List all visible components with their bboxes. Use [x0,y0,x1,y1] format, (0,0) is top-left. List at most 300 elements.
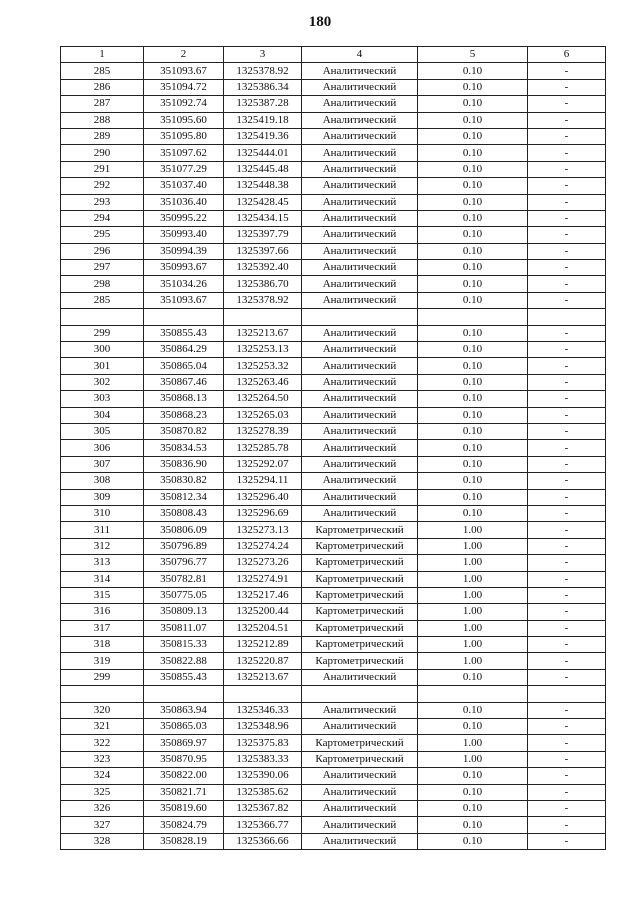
table-cell: 301 [61,358,144,374]
table-cell: Аналитический [302,473,418,489]
table-cell: 1325386.34 [224,79,302,95]
table-cell: Аналитический [302,489,418,505]
table-cell: 1325253.32 [224,358,302,374]
table-cell [144,686,224,702]
table-row [61,128,606,144]
column-header: 1 [61,47,144,63]
table-cell: 0.10 [418,473,528,489]
table-cell: - [528,669,606,685]
table-cell: 317 [61,620,144,636]
table-cell: 0.10 [418,178,528,194]
table-cell: 1.00 [418,538,528,554]
table-cell: 1325253.13 [224,342,302,358]
table-row [61,719,606,735]
table-cell: 351092.74 [144,96,224,112]
table-cell: 0.10 [418,440,528,456]
table-cell: 1325419.36 [224,128,302,144]
table-row [61,407,606,423]
table-cell: 1325273.13 [224,522,302,538]
table-cell: - [528,735,606,751]
table-cell: 350775.05 [144,587,224,603]
table-cell: 0.10 [418,227,528,243]
table-cell: 287 [61,96,144,112]
table-cell: Аналитический [302,391,418,407]
table-cell: 0.10 [418,407,528,423]
table-cell: 298 [61,276,144,292]
table-row [61,489,606,505]
table-cell: - [528,784,606,800]
table-cell: 0.10 [418,96,528,112]
table-cell: 285 [61,292,144,308]
table-row [61,817,606,833]
table-cell: 299 [61,669,144,685]
table-row [61,440,606,456]
table-cell: 0.10 [418,456,528,472]
table-cell: 1.00 [418,751,528,767]
table-cell: Картометрический [302,620,418,636]
table-cell: 1325296.69 [224,505,302,521]
table-cell: 1.00 [418,653,528,669]
table-cell: 351034.26 [144,276,224,292]
table-cell: 1325448.38 [224,178,302,194]
table-cell: - [528,751,606,767]
table-cell: 0.10 [418,358,528,374]
table-cell: Картометрический [302,751,418,767]
table-cell: - [528,96,606,112]
table-row [61,325,606,341]
table-cell [61,686,144,702]
table-row [61,194,606,210]
table-cell: Аналитический [302,128,418,144]
table-cell: 300 [61,342,144,358]
table-cell: 311 [61,522,144,538]
table-cell: - [528,456,606,472]
table-cell: - [528,260,606,276]
table-cell: - [528,276,606,292]
table-row [61,538,606,554]
table-cell: Аналитический [302,833,418,849]
table-row [61,161,606,177]
table-cell: 350993.67 [144,260,224,276]
table-cell: 320 [61,702,144,718]
table-cell: Картометрический [302,653,418,669]
table-cell: 1325397.79 [224,227,302,243]
table-cell: 1.00 [418,620,528,636]
table-row [61,751,606,767]
table-cell: - [528,358,606,374]
table-cell: 350868.23 [144,407,224,423]
table-cell: Аналитический [302,276,418,292]
table-cell: Аналитический [302,423,418,439]
table-cell: 0.10 [418,702,528,718]
table-cell: 0.10 [418,112,528,128]
table-cell: 302 [61,374,144,390]
table-cell: 291 [61,161,144,177]
table-cell: 295 [61,227,144,243]
table-cell: 319 [61,653,144,669]
table-cell: 350870.95 [144,751,224,767]
table-cell: 1.00 [418,604,528,620]
table-cell: 318 [61,637,144,653]
table-cell: 350867.46 [144,374,224,390]
table-cell: 351095.80 [144,128,224,144]
table-cell: 322 [61,735,144,751]
table-cell: 351037.40 [144,178,224,194]
table-row [61,178,606,194]
table-cell: 1325445.48 [224,161,302,177]
table-cell: - [528,768,606,784]
table-cell [61,309,144,325]
table-cell: Аналитический [302,243,418,259]
table-cell: 350864.29 [144,342,224,358]
table-cell: Аналитический [302,227,418,243]
table-cell: - [528,604,606,620]
table-cell: 0.10 [418,128,528,144]
table-cell: 351095.60 [144,112,224,128]
table-cell: 1325346.33 [224,702,302,718]
page-number: 180 [308,14,332,30]
table-row [61,784,606,800]
table-cell: 1325366.77 [224,817,302,833]
table-cell: Картометрический [302,571,418,587]
table-cell: Аналитический [302,178,418,194]
table-cell: 1325366.66 [224,833,302,849]
table-row [61,604,606,620]
table-cell: 350815.33 [144,637,224,653]
table-cell: Аналитический [302,719,418,735]
table-cell: - [528,391,606,407]
table-cell: 1325278.39 [224,423,302,439]
table-cell: Картометрический [302,555,418,571]
table-cell: 350836.90 [144,456,224,472]
table-cell: Аналитический [302,342,418,358]
table-cell: Картометрический [302,587,418,603]
table-cell: 350796.89 [144,538,224,554]
table-row [61,768,606,784]
table-cell [528,686,606,702]
table-cell [302,686,418,702]
table-cell: 1325428.45 [224,194,302,210]
table-cell: 350822.88 [144,653,224,669]
table-cell: 0.10 [418,391,528,407]
table-row [61,342,606,358]
table-row [61,702,606,718]
table-cell: Аналитический [302,440,418,456]
table-cell: 304 [61,407,144,423]
table-cell: Аналитический [302,374,418,390]
table-row [61,505,606,521]
table-cell: 350830.82 [144,473,224,489]
table-cell: Аналитический [302,702,418,718]
table-cell: - [528,79,606,95]
table-cell: 303 [61,391,144,407]
table-body [61,63,606,850]
table-cell: Аналитический [302,784,418,800]
table-cell: 0.10 [418,260,528,276]
table-cell: 1325348.96 [224,719,302,735]
table-cell: 350865.03 [144,719,224,735]
table-cell: - [528,178,606,194]
table-cell: 1325397.66 [224,243,302,259]
table-cell: 0.10 [418,374,528,390]
table-cell [418,686,528,702]
table-cell: 316 [61,604,144,620]
table-cell: 0.10 [418,423,528,439]
table-cell: 1325217.46 [224,587,302,603]
column-header: 3 [224,47,302,63]
table-cell: 1325285.78 [224,440,302,456]
table-cell: 0.10 [418,194,528,210]
table-cell: 0.10 [418,719,528,735]
table-cell: 0.10 [418,145,528,161]
table-cell: 351094.72 [144,79,224,95]
table-cell: Картометрический [302,604,418,620]
table-cell: 285 [61,63,144,79]
table-cell: 1325392.40 [224,260,302,276]
table-cell: 325 [61,784,144,800]
table-cell: Картометрический [302,538,418,554]
table-cell: Аналитический [302,145,418,161]
table-cell: 1325204.51 [224,620,302,636]
table-cell: 1.00 [418,637,528,653]
table-cell: 0.10 [418,276,528,292]
table-cell: 292 [61,178,144,194]
table-cell: 314 [61,571,144,587]
table-cell: - [528,194,606,210]
table-cell: - [528,800,606,816]
table-cell: 351093.67 [144,292,224,308]
column-header: 2 [144,47,224,63]
table-row [61,276,606,292]
table-header-row [61,47,606,63]
table-cell: 1.00 [418,587,528,603]
table-cell: 1.00 [418,555,528,571]
table-cell: 0.10 [418,161,528,177]
table-cell: 1325263.46 [224,374,302,390]
table-row [61,145,606,161]
table-cell: 306 [61,440,144,456]
table-cell: Аналитический [302,161,418,177]
table-cell: 289 [61,128,144,144]
table-cell: 1325419.18 [224,112,302,128]
table-cell: Картометрический [302,522,418,538]
table-cell: 350806.09 [144,522,224,538]
table-cell: 0.10 [418,292,528,308]
table-cell: Аналитический [302,817,418,833]
table-cell: - [528,522,606,538]
table-cell: Аналитический [302,325,418,341]
table-row [61,571,606,587]
table-cell: 350993.40 [144,227,224,243]
table-cell: 350855.43 [144,325,224,341]
table-cell: Аналитический [302,768,418,784]
table-row [61,735,606,751]
table-row [61,63,606,79]
table-cell: - [528,473,606,489]
table-cell: 1.00 [418,522,528,538]
table-cell: 350863.94 [144,702,224,718]
table-cell: 296 [61,243,144,259]
table-cell: 1325390.06 [224,768,302,784]
table-cell: 312 [61,538,144,554]
table-cell: 1325378.92 [224,63,302,79]
table-cell: - [528,653,606,669]
table-cell: Аналитический [302,456,418,472]
table-cell: 1325385.62 [224,784,302,800]
table-row [61,96,606,112]
table-row [61,833,606,849]
table-cell: 1325274.91 [224,571,302,587]
table-cell: - [528,637,606,653]
table-cell: - [528,145,606,161]
table-row [61,555,606,571]
table-cell: 328 [61,833,144,849]
table-cell: 1325378.92 [224,292,302,308]
table-cell: 0.10 [418,325,528,341]
table-cell: Аналитический [302,210,418,226]
table-cell: 1325264.50 [224,391,302,407]
table-cell: 1325375.83 [224,735,302,751]
table-cell: 294 [61,210,144,226]
table-cell: 1325274.24 [224,538,302,554]
table-cell: - [528,325,606,341]
table-cell: 308 [61,473,144,489]
table-cell: 1325387.28 [224,96,302,112]
table-cell: - [528,161,606,177]
table-cell: Картометрический [302,735,418,751]
table-cell: 0.10 [418,63,528,79]
table-cell: 324 [61,768,144,784]
table-cell: 350855.43 [144,669,224,685]
table-cell [528,309,606,325]
table-cell: - [528,112,606,128]
table-cell: 310 [61,505,144,521]
table-cell: 350869.97 [144,735,224,751]
table-cell: 0.10 [418,79,528,95]
table-cell: 307 [61,456,144,472]
table-row [61,112,606,128]
table-cell: - [528,128,606,144]
table-cell: - [528,571,606,587]
table-cell: 1.00 [418,735,528,751]
table-cell: - [528,423,606,439]
table-row [61,637,606,653]
table-cell: - [528,489,606,505]
table-row [61,669,606,685]
table-cell: 327 [61,817,144,833]
table-cell: - [528,374,606,390]
table-cell: Аналитический [302,260,418,276]
table-cell: Аналитический [302,194,418,210]
table-cell: Аналитический [302,112,418,128]
table-cell: - [528,210,606,226]
table-cell: - [528,719,606,735]
table-cell: Аналитический [302,800,418,816]
table-cell: 0.10 [418,489,528,505]
table-cell: - [528,63,606,79]
table-cell: - [528,587,606,603]
table-cell: 0.10 [418,768,528,784]
table-cell: 350812.34 [144,489,224,505]
table-cell: Аналитический [302,407,418,423]
table-cell: 0.10 [418,243,528,259]
table-cell: 350782.81 [144,571,224,587]
table-row [61,243,606,259]
table-cell: 1325292.07 [224,456,302,472]
table-cell: Аналитический [302,292,418,308]
table-cell: - [528,407,606,423]
table-cell: - [528,817,606,833]
table-cell: 1325444.01 [224,145,302,161]
table-cell: 350834.53 [144,440,224,456]
table-cell: 299 [61,325,144,341]
table-row [61,374,606,390]
table-row [61,260,606,276]
table-cell: 350865.04 [144,358,224,374]
table-cell: - [528,342,606,358]
table-cell: 1325213.67 [224,669,302,685]
table-cell: 350819.60 [144,800,224,816]
table-cell: Аналитический [302,505,418,521]
coordinates-table [60,46,606,850]
column-header: 6 [528,47,606,63]
table-row [61,522,606,538]
table-cell: 1325296.40 [224,489,302,505]
table-cell [418,309,528,325]
table-cell: 0.10 [418,669,528,685]
table-cell: 351077.29 [144,161,224,177]
table-row [61,210,606,226]
table-cell: 0.10 [418,800,528,816]
table-cell: 0.10 [418,342,528,358]
table-row [61,358,606,374]
table-cell: 288 [61,112,144,128]
table-cell: 1325213.67 [224,325,302,341]
table-cell: 350811.07 [144,620,224,636]
table-cell: 1325273.26 [224,555,302,571]
table-cell: Аналитический [302,669,418,685]
table-cell: 1325220.87 [224,653,302,669]
table-cell: 1325212.89 [224,637,302,653]
table-cell: 326 [61,800,144,816]
table-cell: - [528,833,606,849]
table-row [61,79,606,95]
table-cell: - [528,227,606,243]
table-cell: 1325383.33 [224,751,302,767]
table-cell: 350870.82 [144,423,224,439]
column-header: 5 [418,47,528,63]
table-cell: - [528,620,606,636]
table-row [61,653,606,669]
table-cell: - [528,243,606,259]
table-cell: 305 [61,423,144,439]
table-cell: 313 [61,555,144,571]
table-cell: 0.10 [418,210,528,226]
table-cell: 0.10 [418,833,528,849]
table-cell: 309 [61,489,144,505]
table-cell: 350828.19 [144,833,224,849]
table-cell: 1325386.70 [224,276,302,292]
table-cell: 351093.67 [144,63,224,79]
table-cell: 286 [61,79,144,95]
table-cell: 323 [61,751,144,767]
table-cell: Аналитический [302,63,418,79]
table-cell: 350821.71 [144,784,224,800]
table-cell: 290 [61,145,144,161]
table-cell: 1325294.11 [224,473,302,489]
table-cell: 1.00 [418,571,528,587]
table-cell: 350822.00 [144,768,224,784]
